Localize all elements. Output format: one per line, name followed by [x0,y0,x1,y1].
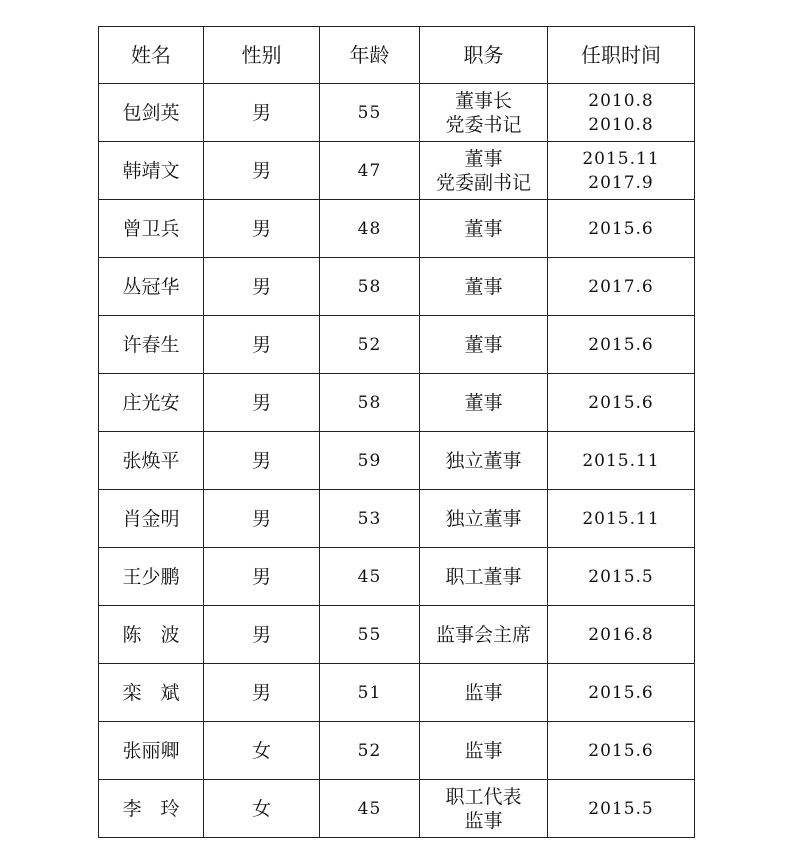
cell-age: 58 [320,258,420,316]
cell-gender: 男 [204,142,320,200]
cell-age: 59 [320,432,420,490]
cell-name: 韩靖文 [99,142,204,200]
cell-age: 52 [320,722,420,780]
header-row [99,27,695,84]
cell-position-line: 党委书记 [445,113,522,136]
cell-name: 王少鹏 [99,548,204,606]
cell-position-line: 职工代表 [445,785,522,808]
cell-name: 李 玲 [99,780,204,838]
cell-name: 张焕平 [99,432,204,490]
cell-term-line: 2015.5 [588,798,654,819]
cell-position [420,432,548,490]
cell-name: 庄光安 [99,374,204,432]
table-row [99,142,695,200]
cell-age: 48 [320,200,420,258]
cell-age: 45 [320,780,420,838]
cell-age: 58 [320,374,420,432]
cell-position-line: 董事 [464,275,503,298]
cell-term-line: 2015.6 [588,392,654,413]
cell-position-line: 监事 [464,681,503,704]
cell-gender: 女 [204,780,320,838]
cell-age: 55 [320,606,420,664]
cell-position [420,664,548,722]
cell-position [420,548,548,606]
cell-position-line: 监事 [464,739,503,762]
cell-term [548,432,695,490]
cell-position-line: 职工董事 [445,565,522,588]
cell-term-line: 2015.6 [588,218,654,239]
table-row [99,548,695,606]
cell-gender: 男 [204,548,320,606]
table-row [99,200,695,258]
cell-position-line: 监事 [464,809,503,832]
table-row [99,258,695,316]
cell-term-line: 2015.11 [582,148,660,169]
cell-position-line: 董事 [464,147,503,170]
cell-term [548,722,695,780]
cell-position [420,780,548,838]
cell-age: 47 [320,142,420,200]
table-row [99,374,695,432]
cell-name: 丛冠华 [99,258,204,316]
cell-term-line: 2017.9 [588,172,654,193]
cell-term [548,374,695,432]
cell-position-line: 独立董事 [445,449,522,472]
table-row [99,606,695,664]
table-row [99,722,695,780]
cell-age: 51 [320,664,420,722]
cell-name: 栾 斌 [99,664,204,722]
header-term: 任职时间 [548,27,695,84]
cell-position [420,258,548,316]
cell-term [548,606,695,664]
table-row [99,490,695,548]
header-age: 年龄 [320,27,420,84]
header-position: 职务 [420,27,548,84]
cell-position-line: 党委副书记 [435,171,531,194]
header-gender: 性别 [204,27,320,84]
cell-position [420,316,548,374]
cell-age: 45 [320,548,420,606]
cell-term [548,142,695,200]
cell-term-line: 2010.8 [588,114,654,135]
cell-name: 肖金明 [99,490,204,548]
cell-position-line: 董事 [464,333,503,356]
cell-name: 曾卫兵 [99,200,204,258]
cell-name: 包剑英 [99,84,204,142]
cell-term [548,200,695,258]
cell-gender: 男 [204,200,320,258]
cell-gender: 男 [204,432,320,490]
cell-position [420,606,548,664]
cell-position-line: 监事会主席 [435,623,531,646]
cell-term-line: 2015.6 [588,740,654,761]
cell-gender: 女 [204,722,320,780]
cell-gender: 男 [204,606,320,664]
table-row [99,432,695,490]
cell-name: 张丽卿 [99,722,204,780]
cell-term-line: 2016.8 [588,624,654,645]
cell-position [420,142,548,200]
cell-term-line: 2015.11 [582,450,660,471]
cell-term [548,548,695,606]
cell-position [420,722,548,780]
cell-age: 53 [320,490,420,548]
table-row [99,664,695,722]
cell-term [548,490,695,548]
header-name: 姓名 [99,27,204,84]
cell-name: 许春生 [99,316,204,374]
cell-term [548,316,695,374]
cell-age: 55 [320,84,420,142]
cell-position-line: 董事 [464,217,503,240]
cell-term-line: 2017.6 [588,276,654,297]
cell-gender: 男 [204,490,320,548]
table-row [99,84,695,142]
cell-name: 陈 波 [99,606,204,664]
cell-gender: 男 [204,84,320,142]
cell-gender: 男 [204,374,320,432]
roster-table [98,26,695,838]
cell-term-line: 2015.6 [588,682,654,703]
cell-age: 52 [320,316,420,374]
cell-position [420,200,548,258]
cell-position-line: 独立董事 [445,507,522,530]
cell-term-line: 2015.5 [588,566,654,587]
table-body [99,84,695,838]
cell-gender: 男 [204,664,320,722]
cell-position [420,374,548,432]
cell-term-line: 2010.8 [588,90,654,111]
cell-term [548,664,695,722]
cell-gender: 男 [204,316,320,374]
cell-gender: 男 [204,258,320,316]
cell-position-line: 董事长 [454,89,512,112]
cell-term [548,258,695,316]
cell-position-line: 董事 [464,391,503,414]
cell-term [548,780,695,838]
cell-position [420,84,548,142]
table-row [99,780,695,838]
cell-term-line: 2015.6 [588,334,654,355]
cell-position [420,490,548,548]
table-row [99,316,695,374]
cell-term-line: 2015.11 [582,508,660,529]
cell-term [548,84,695,142]
